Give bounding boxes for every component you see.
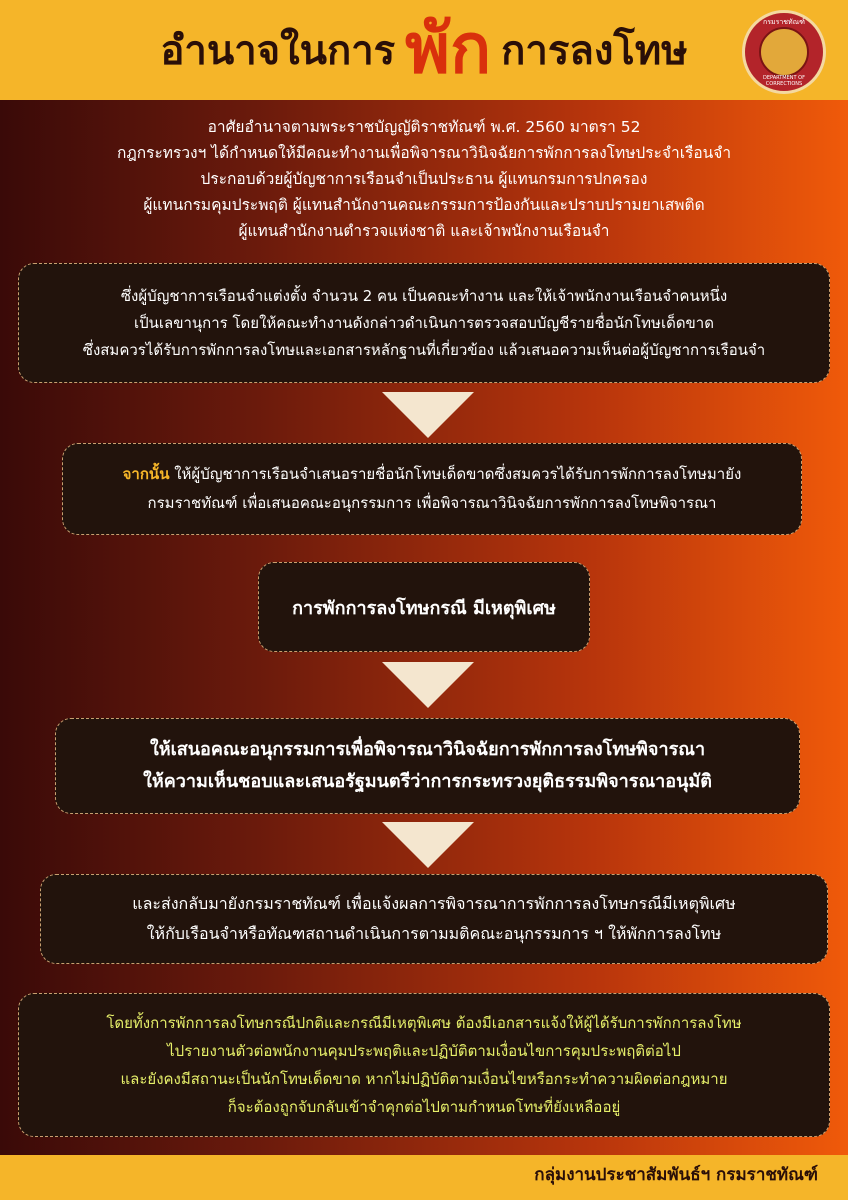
step-line: ซึ่งสมควรได้รับการพักการลงโทษและเอกสารหลักฐานที่เกี่ยวข้อง แล้วเสนอความเห็นต่อผู้บัญชาการเรือนจำ: [82, 340, 766, 359]
footer-credit: กลุ่มงานประชาสัมพันธ์ฯ กรมราชทัณฑ์: [534, 1165, 818, 1185]
note-line: ไปรายงานตัวต่อพนักงานคุมประพฤติและปฏิบัติตามเงื่อนไขการคุมประพฤติต่อไป: [167, 1042, 681, 1060]
step-line: และส่งกลับมายังกรมราชทัณฑ์ เพื่อแจ้งผลการพิจารณาการพักการลงโทษกรณีมีเหตุพิเศษ: [132, 894, 736, 913]
step-box-notify-result: [40, 874, 828, 964]
step-line: ซึ่งผู้บัญชาการเรือนจำแต่งตั้ง จำนวน 2 คน เป็นคณะทำงาน และให้เจ้าพนักงานเรือนจำคนหนึ่ง: [120, 286, 728, 305]
intro-line: ผู้แทนกรมคุมประพฤติ ผู้แทนสำนักงานคณะกรรมการป้องกันและปราบปรามยาเสพติด: [143, 196, 705, 214]
down-arrow-icon: [382, 822, 474, 868]
step-box-submit-list: [62, 443, 802, 535]
title-before: อำนาจในการ: [160, 28, 396, 74]
title-highlight: พัก: [405, 10, 492, 89]
intro-line: อาศัยอำนาจตามพระราชบัญญัติราชทัณฑ์ พ.ศ. 2560 มาตรา 52: [207, 118, 641, 136]
title-after: การลงโทษ: [501, 28, 688, 74]
down-arrow-icon: [382, 392, 474, 438]
intro-line: ผู้แทนสำนักงานตำรวจแห่งชาติ และเจ้าพนักงานเรือนจำ: [238, 222, 610, 240]
note-line: และยังคงมีสถานะเป็นนักโทษเด็ดขาด หากไม่ปฏิบัติตามเงื่อนไขหรือกระทำความผิดต่อกฎหมาย: [120, 1070, 728, 1088]
step-line: กรมราชทัณฑ์ เพื่อเสนอคณะอนุกรรมการ เพื่อพิจารณาวินิจฉัยการพักการลงโทษพิจารณา: [147, 494, 717, 512]
intro-line: กฎกระทรวงฯ ได้กำหนดให้มีคณะทำงานเพื่อพิจารณาวินิจฉัยการพักการลงโทษประจำเรือนจำ: [116, 144, 732, 162]
step-line: ให้เสนอคณะอนุกรรมการเพื่อพิจารณาวินิจฉัยการพักการลงโทษพิจารณา: [149, 739, 706, 760]
intro-text: [60, 114, 788, 244]
step-line-rest: ให้ผู้บัญชาการเรือนจำเสนอรายชื่อนักโทษเด็ดขาดซึ่งสมควรได้รับการพักการลงโทษมายัง: [169, 465, 742, 483]
step-box-working-group: [18, 263, 830, 383]
intro-line: ประกอบด้วยผู้บัญชาการเรือนจำเป็นประธาน ผู้แทนกรมการปกครอง: [200, 170, 648, 188]
step-line: ให้ความเห็นชอบและเสนอรัฐมนตรีว่าการกระทรวงยุติธรรมพิจารณาอนุมัติ: [143, 771, 712, 792]
step-line: [123, 460, 742, 489]
department-seal-logo: [742, 10, 826, 94]
lead-word: จากนั้น: [122, 465, 170, 483]
step-box-subcommittee: [55, 718, 800, 814]
seal-emblem-icon: [759, 27, 809, 77]
special-case-label: การพักการลงโทษกรณี มีเหตุพิเศษ: [292, 597, 556, 619]
note-box-conditions: [18, 993, 830, 1137]
logo-top-text: กรมราชทัณฑ์: [763, 18, 805, 26]
down-arrow-icon: [382, 662, 474, 708]
note-line: โดยทั้งการพักการลงโทษกรณีปกติและกรณีมีเหตุพิเศษ ต้องมีเอกสารแจ้งให้ผู้ได้รับการพักการลงโทษ: [106, 1014, 742, 1032]
logo-bottom-text: DEPARTMENT OF CORRECTIONS: [763, 75, 805, 87]
step-line: เป็นเลขานุการ โดยให้คณะทำงานดังกล่าวดำเนินการตรวจสอบบัญชีรายชื่อนักโทษเด็ดขาด: [134, 313, 714, 332]
page-title: [0, 0, 848, 100]
special-case-heading: [258, 562, 590, 652]
step-line: ให้กับเรือนจำหรือทัณฑสถานดำเนินการตามมติคณะอนุกรรมการ ฯ ให้พักการลงโทษ: [146, 924, 722, 943]
note-line: ก็จะต้องถูกจับกลับเข้าจำคุกต่อไปตามกำหนดโทษที่ยังเหลืออยู่: [227, 1098, 621, 1116]
